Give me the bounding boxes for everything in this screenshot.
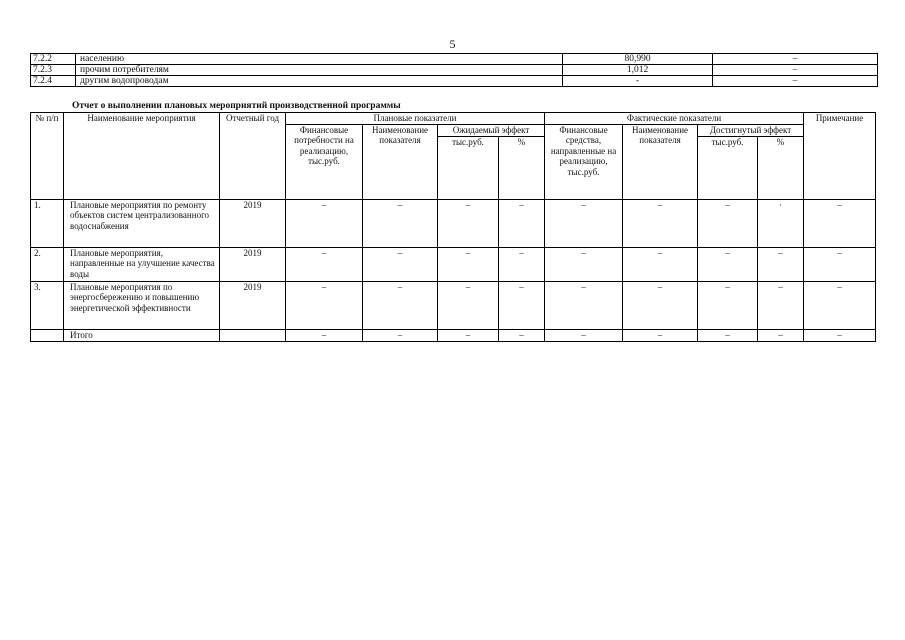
top-row-num: 7.2.4 — [31, 76, 76, 87]
header-pct-fact: % — [758, 136, 804, 199]
row-value-cell: – — [758, 247, 804, 281]
report-table — [30, 112, 876, 342]
row-value-cell: – — [363, 281, 438, 329]
top-table — [30, 53, 878, 87]
top-table-row — [31, 65, 878, 76]
row-value-cell: – — [499, 281, 545, 329]
row-value-cell: – — [804, 247, 876, 281]
total-value-cell: – — [804, 329, 876, 341]
row-value-cell: – — [545, 247, 623, 281]
header-thous-rub-fact: тыс.руб. — [698, 136, 758, 199]
row-value-cell: – — [545, 281, 623, 329]
header-indicator-fact: Наименование показателя — [623, 124, 698, 199]
total-label: Итого — [64, 329, 220, 341]
row-value-cell: – — [804, 199, 876, 247]
row-event-name: Плановые мероприятия по энергосбережению и повышению энергетической эффективности — [64, 281, 220, 329]
total-value-cell: – — [438, 329, 499, 341]
row-value-cell: – — [438, 199, 499, 247]
row-value-cell: – — [286, 199, 363, 247]
top-row-value: - — [563, 76, 713, 87]
row-value-cell: – — [804, 281, 876, 329]
total-value-cell: – — [623, 329, 698, 341]
top-row-extra: – — [713, 65, 878, 76]
total-value-cell: – — [545, 329, 623, 341]
row-value-cell: – — [438, 281, 499, 329]
header-pct-plan: % — [499, 136, 545, 199]
total-num — [31, 329, 64, 341]
header-actual: Фактические показатели — [545, 113, 804, 125]
header-indicator-plan: Наименование показателя — [363, 124, 438, 199]
total-value-cell: – — [499, 329, 545, 341]
row-value-cell: – — [623, 199, 698, 247]
row-value-cell: – — [545, 199, 623, 247]
total-year — [220, 329, 286, 341]
total-value-cell: – — [363, 329, 438, 341]
top-row-num: 7.2.2 — [31, 54, 76, 65]
header-note: Примечание — [804, 113, 876, 200]
row-value-cell: – — [286, 247, 363, 281]
row-value-cell: – — [438, 247, 499, 281]
header-fin-funds: Финансовые средства, направленные на реализацию, тыс.руб. — [545, 124, 623, 199]
table-row — [31, 247, 876, 281]
row-value-cell: – — [623, 281, 698, 329]
table-row — [31, 199, 876, 247]
row-value-cell: – — [698, 281, 758, 329]
top-row-num: 7.2.3 — [31, 65, 76, 76]
page-number: 5 — [449, 37, 456, 51]
header-num: № п/п — [31, 113, 64, 200]
row-value-cell: – — [286, 281, 363, 329]
row-value-cell: – — [698, 199, 758, 247]
row-value-cell: – — [623, 247, 698, 281]
row-year: 2019 — [220, 281, 286, 329]
header-fin-needs: Финансовые потребности на реализацию, тыс.руб. — [286, 124, 363, 199]
top-row-name: населению — [76, 54, 563, 65]
top-row-extra: – — [713, 76, 878, 87]
row-year: 2019 — [220, 247, 286, 281]
row-value-cell: – — [363, 199, 438, 247]
row-value-cell: – — [363, 247, 438, 281]
total-value-cell: – — [286, 329, 363, 341]
row-value-cell: – — [499, 199, 545, 247]
header-year: Отчетный год — [220, 113, 286, 200]
row-value-cell: · — [758, 199, 804, 247]
header-event-name: Наименование мероприятия — [64, 113, 220, 200]
row-year: 2019 — [220, 199, 286, 247]
header-expected-effect: Ожидаемый эффект — [438, 124, 545, 136]
top-table-row — [31, 76, 878, 87]
top-row-value: 80,990 — [563, 54, 713, 65]
top-row-name: другим водопроводам — [76, 76, 563, 87]
top-row-name: прочим потребителям — [76, 65, 563, 76]
row-value-cell: – — [499, 247, 545, 281]
total-value-cell: – — [758, 329, 804, 341]
table-row — [31, 281, 876, 329]
row-num: 1. — [31, 199, 64, 247]
row-num: 3. — [31, 281, 64, 329]
header-planned: Плановые показатели — [286, 113, 545, 125]
header-thous-rub-plan: тыс.руб. — [438, 136, 499, 199]
total-value-cell: – — [698, 329, 758, 341]
total-row — [31, 329, 876, 341]
top-row-value: 1,012 — [563, 65, 713, 76]
row-event-name: Плановые мероприятия по ремонту объектов систем централизованного водоснабжения — [64, 199, 220, 247]
top-table-row — [31, 54, 878, 65]
header-achieved-effect: Достигнутый эффект — [698, 124, 804, 136]
row-value-cell: – — [698, 247, 758, 281]
row-num: 2. — [31, 247, 64, 281]
top-row-extra: – — [713, 54, 878, 65]
row-value-cell: – — [758, 281, 804, 329]
row-event-name: Плановые мероприятия, направленные на улучшение качества воды — [64, 247, 220, 281]
report-title: Отчет о выполнении плановых мероприятий производственной программы — [72, 101, 401, 111]
